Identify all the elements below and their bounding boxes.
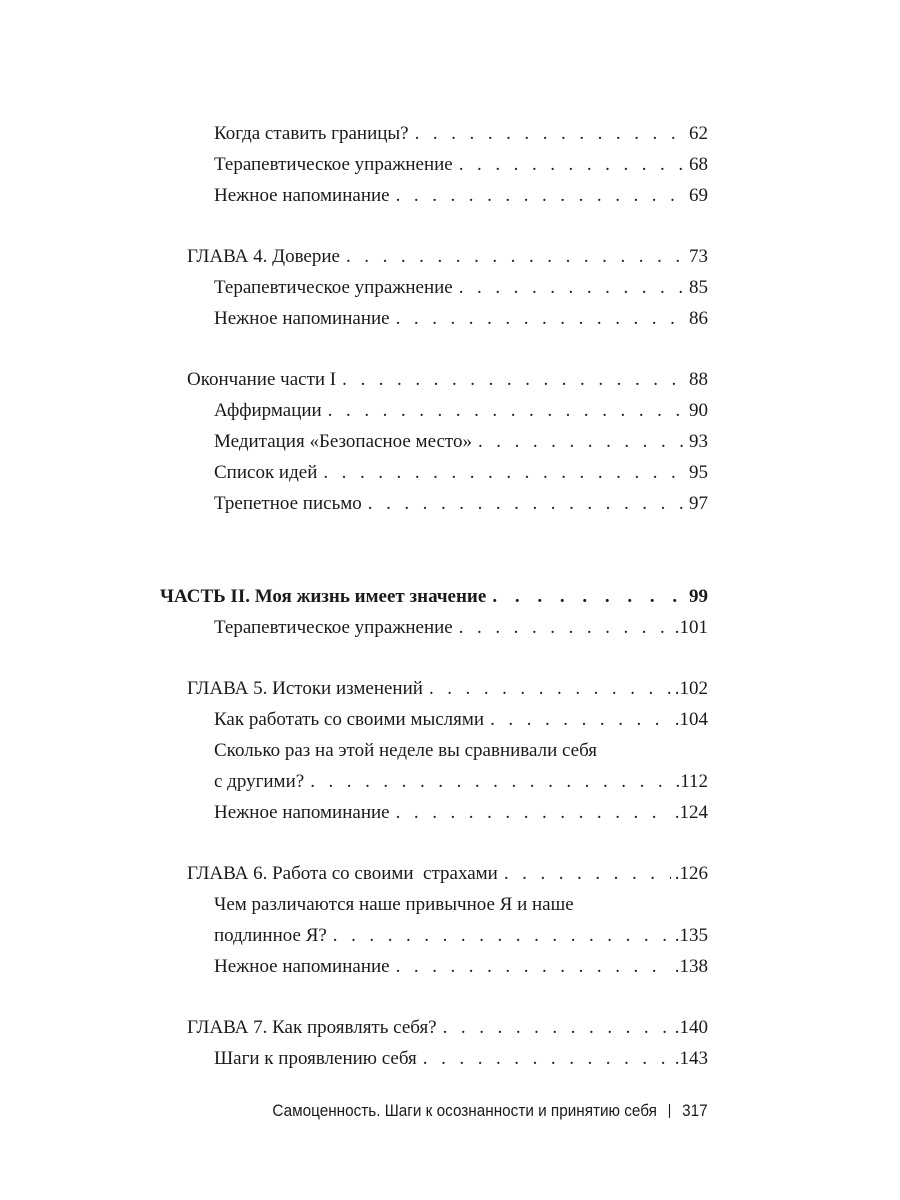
dot-leader [396,797,671,828]
toc-entry-page: .124 [674,802,708,823]
toc-entry-page: 93 [689,431,708,452]
dot-leader [310,766,671,797]
toc-part-title: ЧАСТЬ II. Моя жизнь имеет значение [160,586,487,607]
spacer [160,211,708,241]
dot-leader [429,673,671,704]
toc-entry-title: Шаги к проявлению себя [214,1048,417,1069]
toc-chapter-page: 73 [689,246,708,267]
toc-entry-title: Чем различаются наше привычное Я и наше [214,894,574,915]
dot-leader [333,920,671,951]
toc-chapter-title: Окончание части I [187,369,337,390]
spacer [160,334,708,364]
toc-chapter-title: ГЛАВА 6. Работа со своими страхами [187,863,498,884]
dot-leader [459,612,671,643]
toc-entry-title: Сколько раз на этой неделе вы сравнивали себя [214,740,598,761]
toc-entry [160,303,708,334]
toc-entry [160,272,708,303]
dot-leader [492,581,685,612]
toc-entry [160,797,708,828]
toc-entry-page: .104 [674,709,708,730]
dot-leader [459,272,685,303]
dot-leader [346,241,685,272]
dot-leader [459,149,685,180]
dot-leader [396,303,685,334]
toc-entry [160,704,708,735]
toc-entry-title: Аффирмации [214,400,322,421]
dot-leader [443,1012,671,1043]
dot-leader [478,426,685,457]
toc-entry [160,488,708,519]
toc-entry-page: 62 [689,123,708,144]
spacer [160,643,708,673]
toc-entry [160,180,708,211]
toc-entry [160,920,708,951]
toc-entry [160,118,708,149]
dot-leader [490,704,671,735]
toc-entry-page: 95 [689,462,708,483]
toc-entry [160,457,708,488]
toc-entry-page: 97 [689,493,708,514]
toc-chapter [160,858,708,889]
toc-entry [160,951,708,982]
toc-entry-page: 85 [689,277,708,298]
dot-leader [323,457,685,488]
toc-entry [160,766,708,797]
page-number: 317 [682,1101,708,1120]
toc-entry-page: .101 [674,617,708,638]
spacer [160,828,708,858]
toc-entry-title: Нежное напоминание [214,185,390,206]
toc-entry-page: .112 [675,771,708,792]
toc-entry [160,149,708,180]
toc-entry-first-line [160,889,708,920]
toc-entry-title: Терапевтическое упражнение [214,277,453,298]
toc-entry-title: Нежное напоминание [214,956,390,977]
toc-entry-title: Как работать со своими мыслями [214,709,485,730]
toc-entry-page: .135 [674,925,708,946]
toc-part-page: 99 [689,586,708,607]
toc-chapter-title: ГЛАВА 4. Доверие [187,246,340,267]
toc-entry-first-line [160,735,708,766]
running-footer [273,1099,708,1123]
toc-entry-title: с другими? [214,771,305,792]
toc-entry-title: Нежное напоминание [214,802,390,823]
dot-leader [328,395,685,426]
dot-leader [504,858,671,889]
toc-entry-page: 86 [689,308,708,329]
toc-chapter [160,364,708,395]
dot-leader [396,951,671,982]
book-title: Самоценность. Шаги к осознанности и принятию себя [272,1101,658,1120]
toc-entry-page: 69 [689,185,708,206]
toc-entry [160,426,708,457]
toc-chapter-title: ГЛАВА 7. Как проявлять себя? [187,1017,437,1038]
toc-entry-title: Терапевтическое упражнение [214,154,453,175]
toc-chapter-page: .126 [674,863,708,884]
toc-chapter-page: .102 [674,678,708,699]
toc-entry-page: .143 [674,1048,708,1069]
toc-entry [160,395,708,426]
toc-chapter [160,241,708,272]
dot-leader [368,488,685,519]
toc-entry-page: .138 [674,956,708,977]
toc-entry-title: Трепетное письмо [214,493,362,514]
toc-part [160,581,708,612]
toc-chapter-title: ГЛАВА 5. Истоки изменений [187,678,423,699]
toc-entry-title: Терапевтическое упражнение [214,617,453,638]
footer-separator: | [668,1102,672,1119]
toc-chapter-page: .140 [674,1017,708,1038]
toc-entry [160,612,708,643]
toc-chapter [160,673,708,704]
spacer [160,982,708,1012]
spacer [160,519,708,581]
toc-entry-title: Когда ставить границы? [214,123,409,144]
toc-entry-page: 68 [689,154,708,175]
toc-entry-title: Нежное напоминание [214,308,390,329]
toc-chapter-page: 88 [689,369,708,390]
dot-leader [415,118,685,149]
dot-leader [342,364,685,395]
dot-leader [423,1043,671,1074]
toc-entry-title: Список идей [214,462,318,483]
toc-entry [160,1043,708,1074]
toc-entry-title: подлинное Я? [214,925,327,946]
toc-chapter [160,1012,708,1043]
dot-leader [396,180,685,211]
toc-entry-page: 90 [689,400,708,421]
table-of-contents [160,118,708,1074]
toc-entry-title: Медитация «Безопасное место» [214,431,472,452]
